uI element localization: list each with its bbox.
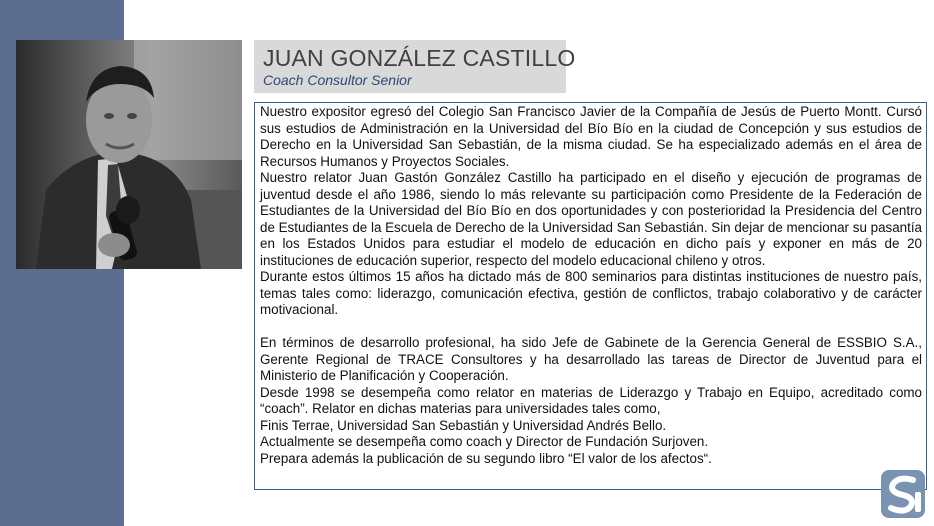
bio-paragraph: Durante estos últimos 15 años ha dictado más de 800 seminarios para distintas instituciones de nuestro país, temas tales como: liderazgo, comunicación efectiva, gestión de conflictos, trabajo colaborativo y de carácter motivacional.	[260, 269, 922, 317]
speaker-photo	[16, 40, 242, 269]
bio-paragraph: Nuestro relator Juan Gastón González Castillo ha participado en el diseño y ejecución de programas de juventud desde el año 1986, siendo lo más relevante su participación como Presidente de la Federación de Estudiantes de la Universidad del Bío Bío en dos oportunidades y con posterioridad la Presidencia del Centro de Estudiantes de la Escuela de Derecho de la Universidad San Sebastián. Sin dejar de mencionar su pasantía en los Estados Unidos para estudiar el modelo de educación en dicho país y exponer en más de 20 instituciones de educación superior, respecto del modelo educacional chileno y otros.	[260, 170, 922, 268]
speaker-role: Coach Consultor Senior	[263, 72, 412, 88]
bio-paragraph: Actualmente se desempeña como coach y Director de Fundación Surjoven.	[260, 434, 709, 449]
name-header	[254, 40, 576, 93]
bio-paragraph: Finis Terrae, Universidad San Sebastián y Universidad Andrés Bello.	[260, 417, 667, 433]
s-logo-icon	[879, 468, 927, 520]
bio-paragraph: Desde 1998 se desempeña como relator en materias de Liderazgo y Trabajo en Equipo, acreditado como “coach”. Relator en dichas materias para universidades tales como,	[260, 384, 922, 416]
speaker-name: JUAN GONZÁLEZ CASTILLO	[263, 45, 576, 71]
biography-box	[254, 102, 927, 490]
bio-paragraph: En términos de desarrollo profesional, ha sido Jefe de Gabinete de la Gerencia General de ESSBIO S.A., Gerente Regional de TRACE Consultores y ha desarrollado las tareas de Director de Juventud para el Ministerio de Planificación y Cooperación.	[260, 335, 922, 383]
bio-paragraph: Nuestro expositor egresó del Colegio San Francisco Javier de la Compañía de Jesús de Puerto Montt. Cursó sus estudios de Administración en la Universidad del Bío Bío en la ciudad de Concepción y sus estudios de Derecho en la Universidad San Sebastián, de la misma ciudad. Se ha especializado además en el área de Recursos Humanos y Proyectos Sociales.	[260, 104, 922, 169]
bio-paragraph: Prepara además la publicación de su segundo libro “El valor de los afectos“.	[260, 450, 712, 466]
